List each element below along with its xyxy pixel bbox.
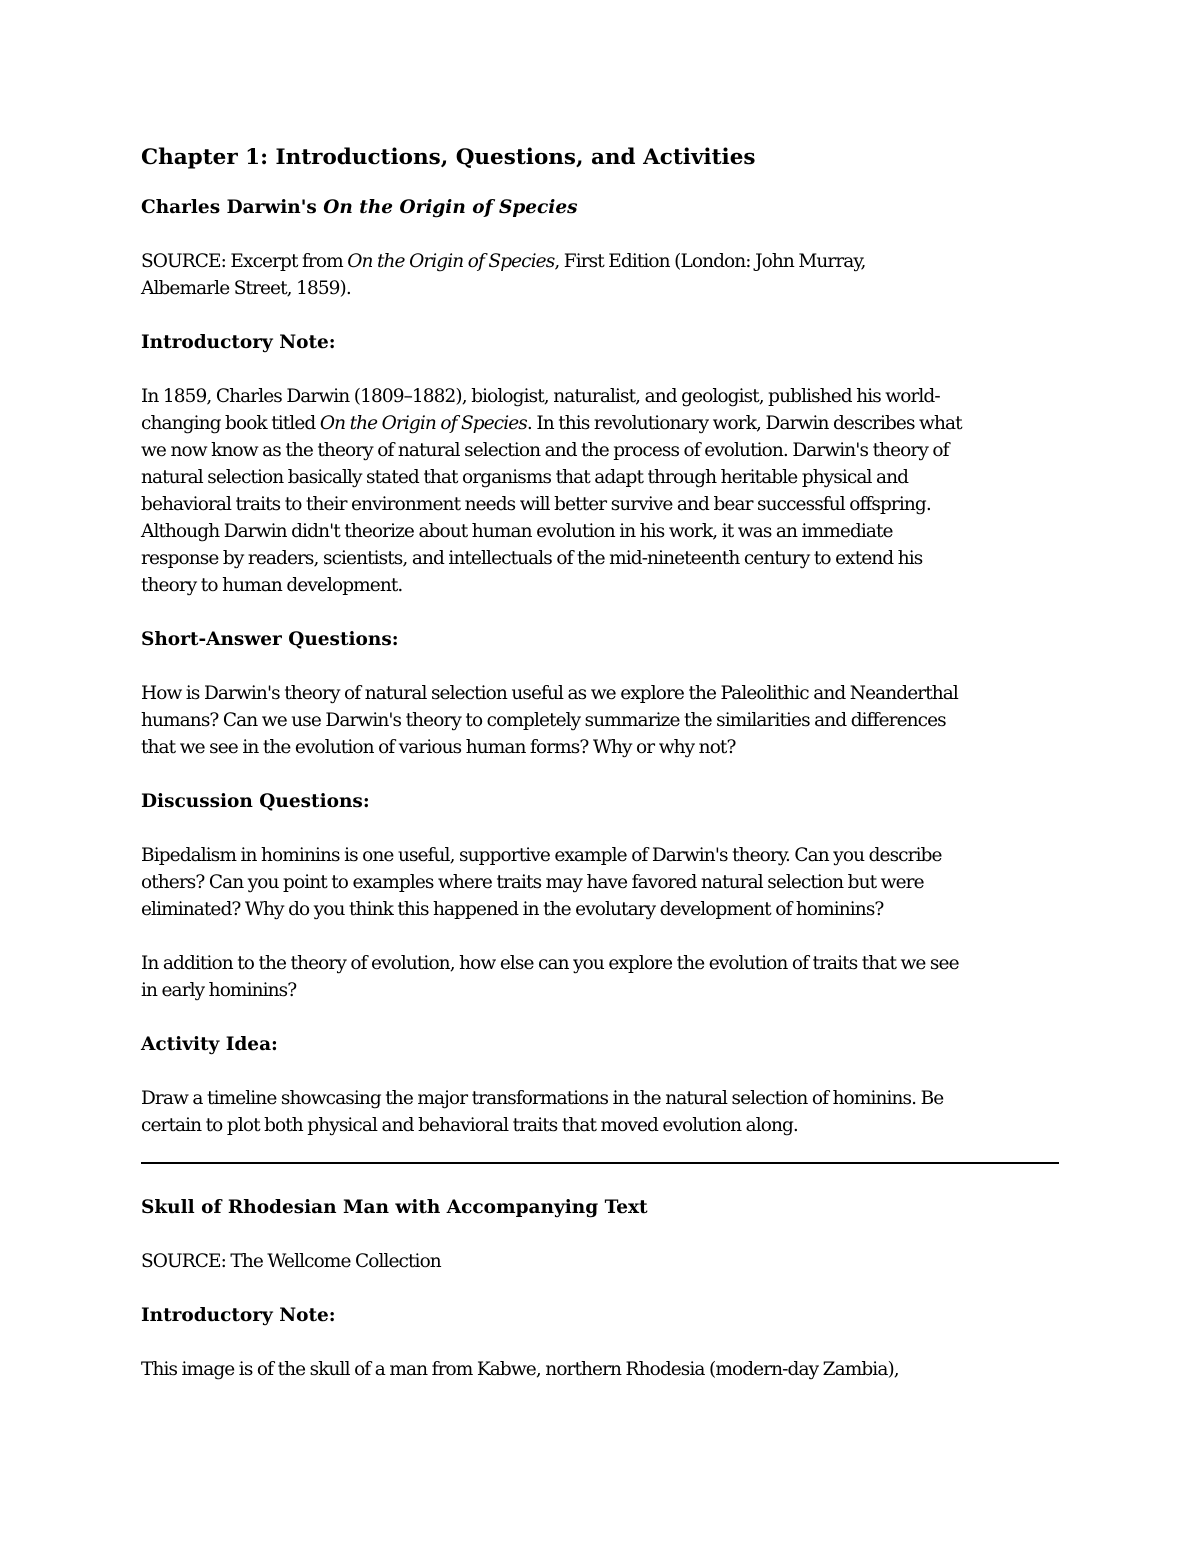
text-line: This image is of the skull of a man from Kabwe, northern Rhodesia (modern-day Zambia), — [141, 1359, 899, 1380]
activity-paragraph — [141, 1085, 1061, 1139]
text-line: response by readers, scientists, and intellectuals of the mid-nineteenth century to extend his — [141, 548, 923, 569]
text-line: humans? Can we use Darwin's theory to completely summarize the similarities and differences — [141, 710, 946, 731]
section-divider — [141, 1162, 1059, 1164]
source-book-title: On the Origin of Species — [347, 251, 555, 272]
skull-intro-label: Introductory Note: — [141, 1305, 336, 1326]
section-heading-skull: Skull of Rhodesian Man with Accompanying Text — [141, 1197, 648, 1218]
text-line: Bipedalism in hominins is one useful, supportive example of Darwin's theory. Can you describe — [141, 845, 942, 866]
text-line: certain to plot both physical and behavioral traits that moved evolution along. — [141, 1115, 798, 1136]
text-line — [141, 410, 1061, 437]
discussion-paragraph-1 — [141, 842, 1061, 923]
activity-label: Activity Idea: — [141, 1034, 278, 1055]
source-line: Albemarle Street, 1859). — [141, 278, 351, 299]
text-line: In 1859, Charles Darwin (1809–1882), biologist, naturalist, and geologist, published his world- — [141, 386, 940, 407]
intro-note-label: Introductory Note: — [141, 332, 336, 353]
text-line: How is Darwin's theory of natural selection useful as we explore the Paleolithic and Neanderthal — [141, 683, 958, 704]
text-line: Draw a timeline showcasing the major transformations in the natural selection of hominins. Be — [141, 1088, 944, 1109]
skull-source — [141, 1248, 1061, 1275]
text-line: theory to human development. — [141, 575, 403, 596]
text-line: SOURCE: The Wellcome Collection — [141, 1251, 441, 1272]
text-line: in early hominins? — [141, 980, 297, 1001]
text-line: natural selection basically stated that organisms that adapt through heritable physical and — [141, 467, 909, 488]
text-line: others? Can you point to examples where traits may have favored natural selection but were — [141, 872, 924, 893]
chapter-title: Chapter 1: Introductions, Questions, and Activities — [141, 145, 756, 170]
source-suffix: , First Edition (London: John Murray, — [554, 251, 866, 272]
text-segment: changing book titled — [141, 413, 320, 434]
text-line: eliminated? Why do you think this happened in the evolutary development of hominins? — [141, 899, 884, 920]
source-line — [141, 248, 1061, 275]
discussion-label: Discussion Questions: — [141, 791, 370, 812]
text-line: we now know as the theory of natural selection and the process of evolution. Darwin's theory of — [141, 440, 949, 461]
heading-book-title: On the Origin of Species — [323, 197, 578, 218]
heading-text: Charles Darwin's — [141, 197, 324, 218]
short-answer-label: Short-Answer Questions: — [141, 629, 399, 650]
skull-intro-paragraph — [141, 1356, 1061, 1383]
book-title: On the Origin of Species — [319, 413, 527, 434]
discussion-paragraph-2 — [141, 950, 1061, 1004]
section-heading-darwin — [141, 194, 1061, 221]
intro-paragraph — [141, 383, 1061, 599]
document-page — [141, 140, 1061, 1410]
short-answer-paragraph — [141, 680, 1061, 761]
source-citation — [141, 248, 1061, 302]
source-prefix: SOURCE: Excerpt from — [141, 251, 348, 272]
text-line: In addition to the theory of evolution, how else can you explore the evolution of traits that we see — [141, 953, 959, 974]
text-line: that we see in the evolution of various human forms? Why or why not? — [141, 737, 736, 758]
text-line: Although Darwin didn't theorize about human evolution in his work, it was an immediate — [141, 521, 893, 542]
text-segment: . In this revolutionary work, Darwin describes what — [526, 413, 962, 434]
text-line: behavioral traits to their environment needs will better survive and bear successful offspring. — [141, 494, 931, 515]
